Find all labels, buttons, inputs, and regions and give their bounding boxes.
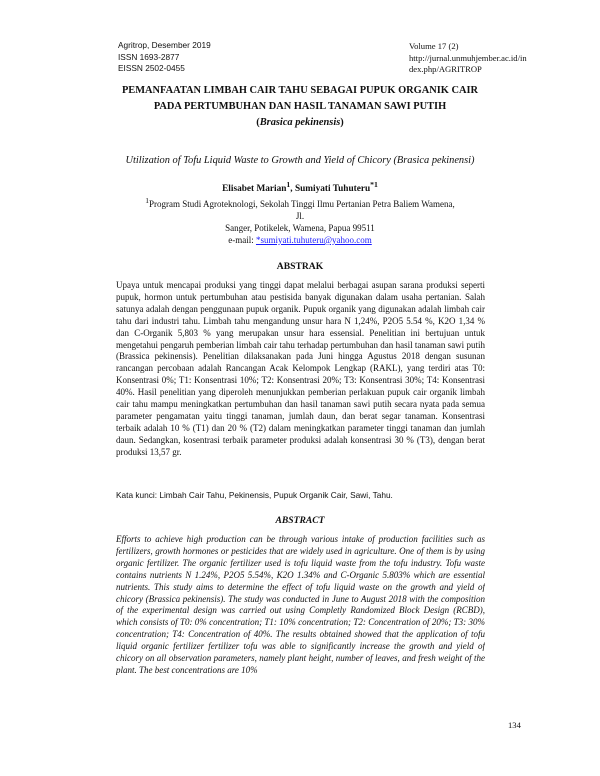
issn: ISSN 1693-2877 [118, 51, 180, 62]
journal-header-right [409, 41, 559, 76]
keywords: Kata kunci: Limbah Cair Tahu, Pekinensis, Pupuk Organik Cair, Sawi, Tahu. [116, 490, 393, 500]
page-number: 134 [508, 720, 521, 730]
abstract-body: Efforts to achieve high production can be through various intake of production facilities such as fertilizers, growth hormones or pesticides that are widely used in agriculture. One of them is by using organic fertilizer. The organic fertilizer used is tofu liquid waste from the tofu industry. Tofu waste contains nutrients N 1.24%, P2O5 5.54%, K2O 1.34% and C-Organic 5.803% which are essential nutrients. This study aims to determine the effect of tofu liquid waste on the growth and yield of chicory (Brassica pekinensis). The study was conducted in June to August 2018 with the composition of the experimental design was carried out using Completly Randomized Block Design (RCBD), which consists of T0: 0% concentration; T1: 10% concentration; T2: Concentration of 20%; T3: 30% concentration; T4: Concentration of 40%. The results obtained showed that the application of tofu liquid organic fertilizer fertilizer tofu was able to significantly increase the growth and yield of chicory on all observation parameters, namely plant height, number of leaves, and fresh weight of the plant. The best concentrations are 10% [116, 534, 485, 675]
abstrak-body: Upaya untuk mencapai produksi yang tinggi dapat melalui berbagai asupan sarana produksi seperti pupuk, hormon untuk pertumbuhan atau pestisida banyak digunakan dalam usaha pertanian. Salah satunya adalah dengan penggunaan pupuk organik. Pupuk organik yang digunakan adalah limbah cair tahu dari industri tahu. Limbah tahu mengandung unsur hara N 1,24%, P2O5 5.54 %, K2O 1,34 % dan C-Organik 5,803 % yang merupakan unsur hara essensial. Penelitian ini bertujuan untuk mengetahui pengaruh pemberian limbah cair tahu terhadap pertumbuhan dan hasil tanaman sawi putih (Brassica pekinensis). Penelitian dilaksanakan pada Juni hingga Agustus 2018 dengan susunan rancangan percobaan adalah Rancangan Acak Kelompok Lengkap (RAKL), yang terdiri atas T0: Konsentrasi 0%; T1: Konsentrasi 10%; T2: Konsentrasi 20%; T3: Konsentrasi 30%; T4: Konsentrasi 40%. Hasil penelitian yang diperoleh menunjukkan pemberian perlakuan pupuk cair organik limbah cair tahu mampu meningkatkan pertumbuhan dan hasil tanaman sawi putih secara nyata pada semua parameter pengamatan yaitu tinggi tanaman, jumlah daun, dan berat segar tanaman. Konsentrasi terbaik adalah 10 % (T1) dan 20 % (T2) dalam meningkatkan parameter tinggi tanaman dan jumlah daun. Sedangkan, kosentrasi terbaik parameter produksi adalah konsentrasi 30 % (T3), dengan berat produksi 13,57 gr. [116, 280, 485, 457]
title-close-paren: ) [340, 117, 344, 128]
affiliation-line1 [140, 195, 460, 222]
affiliation-text1: Program Studi Agroteknologi, Sekolah Tinggi Ilmu Pertanian Petra Baliem Wamena, Jl. [148, 199, 455, 221]
journal-url-line2[interactable]: dex.php/AGRITROP [409, 64, 482, 74]
journal-url-line1[interactable]: http://jurnal.unmuhjember.ac.id/in [409, 52, 527, 63]
title-line3 [90, 115, 510, 131]
title-line1: PEMANFAATAN LIMBAH CAIR TAHU SEBAGAI PUPUK ORGANIK CAIR [121, 85, 479, 96]
title-line2: PADA PERTUMBUHAN DAN HASIL TANAMAN SAWI PUTIH [153, 101, 447, 112]
author-separator: , [290, 184, 295, 195]
volume: Volume 17 (2) [409, 41, 459, 51]
affiliation-sup: 1 [145, 196, 149, 205]
author-2-sup: *1 [370, 180, 378, 189]
title-open-paren: ( [256, 117, 260, 128]
title-species: Brasica pekinensis [259, 117, 341, 128]
author-1-sup: 1 [286, 180, 291, 189]
email-link[interactable]: *sumiyati.tuhuteru@yahoo.com [255, 235, 372, 245]
eissn: EISSN 2502-0455 [118, 63, 185, 73]
journal-header-left [118, 40, 211, 75]
journal-issue: Agritrop, Desember 2019 [118, 40, 211, 50]
paper-title [90, 83, 510, 131]
abstract-heading: ABSTRACT [275, 515, 325, 526]
affiliation-line2: Sanger, Potikelek, Wamena, Papua 99511 [225, 223, 375, 233]
author-1: Elisabet Marian [222, 184, 287, 195]
email-label: e-mail: [228, 235, 256, 245]
abstrak-heading: ABSTRAK [276, 261, 324, 272]
author-2: Sumiyati Tuhuteru [294, 184, 371, 195]
english-title: Utilization of Tofu Liquid Waste to Growth and Yield of Chicory (Brasica pekinensi) [125, 155, 475, 166]
authors [60, 180, 540, 194]
affiliation [140, 195, 460, 246]
email-line [140, 234, 460, 246]
